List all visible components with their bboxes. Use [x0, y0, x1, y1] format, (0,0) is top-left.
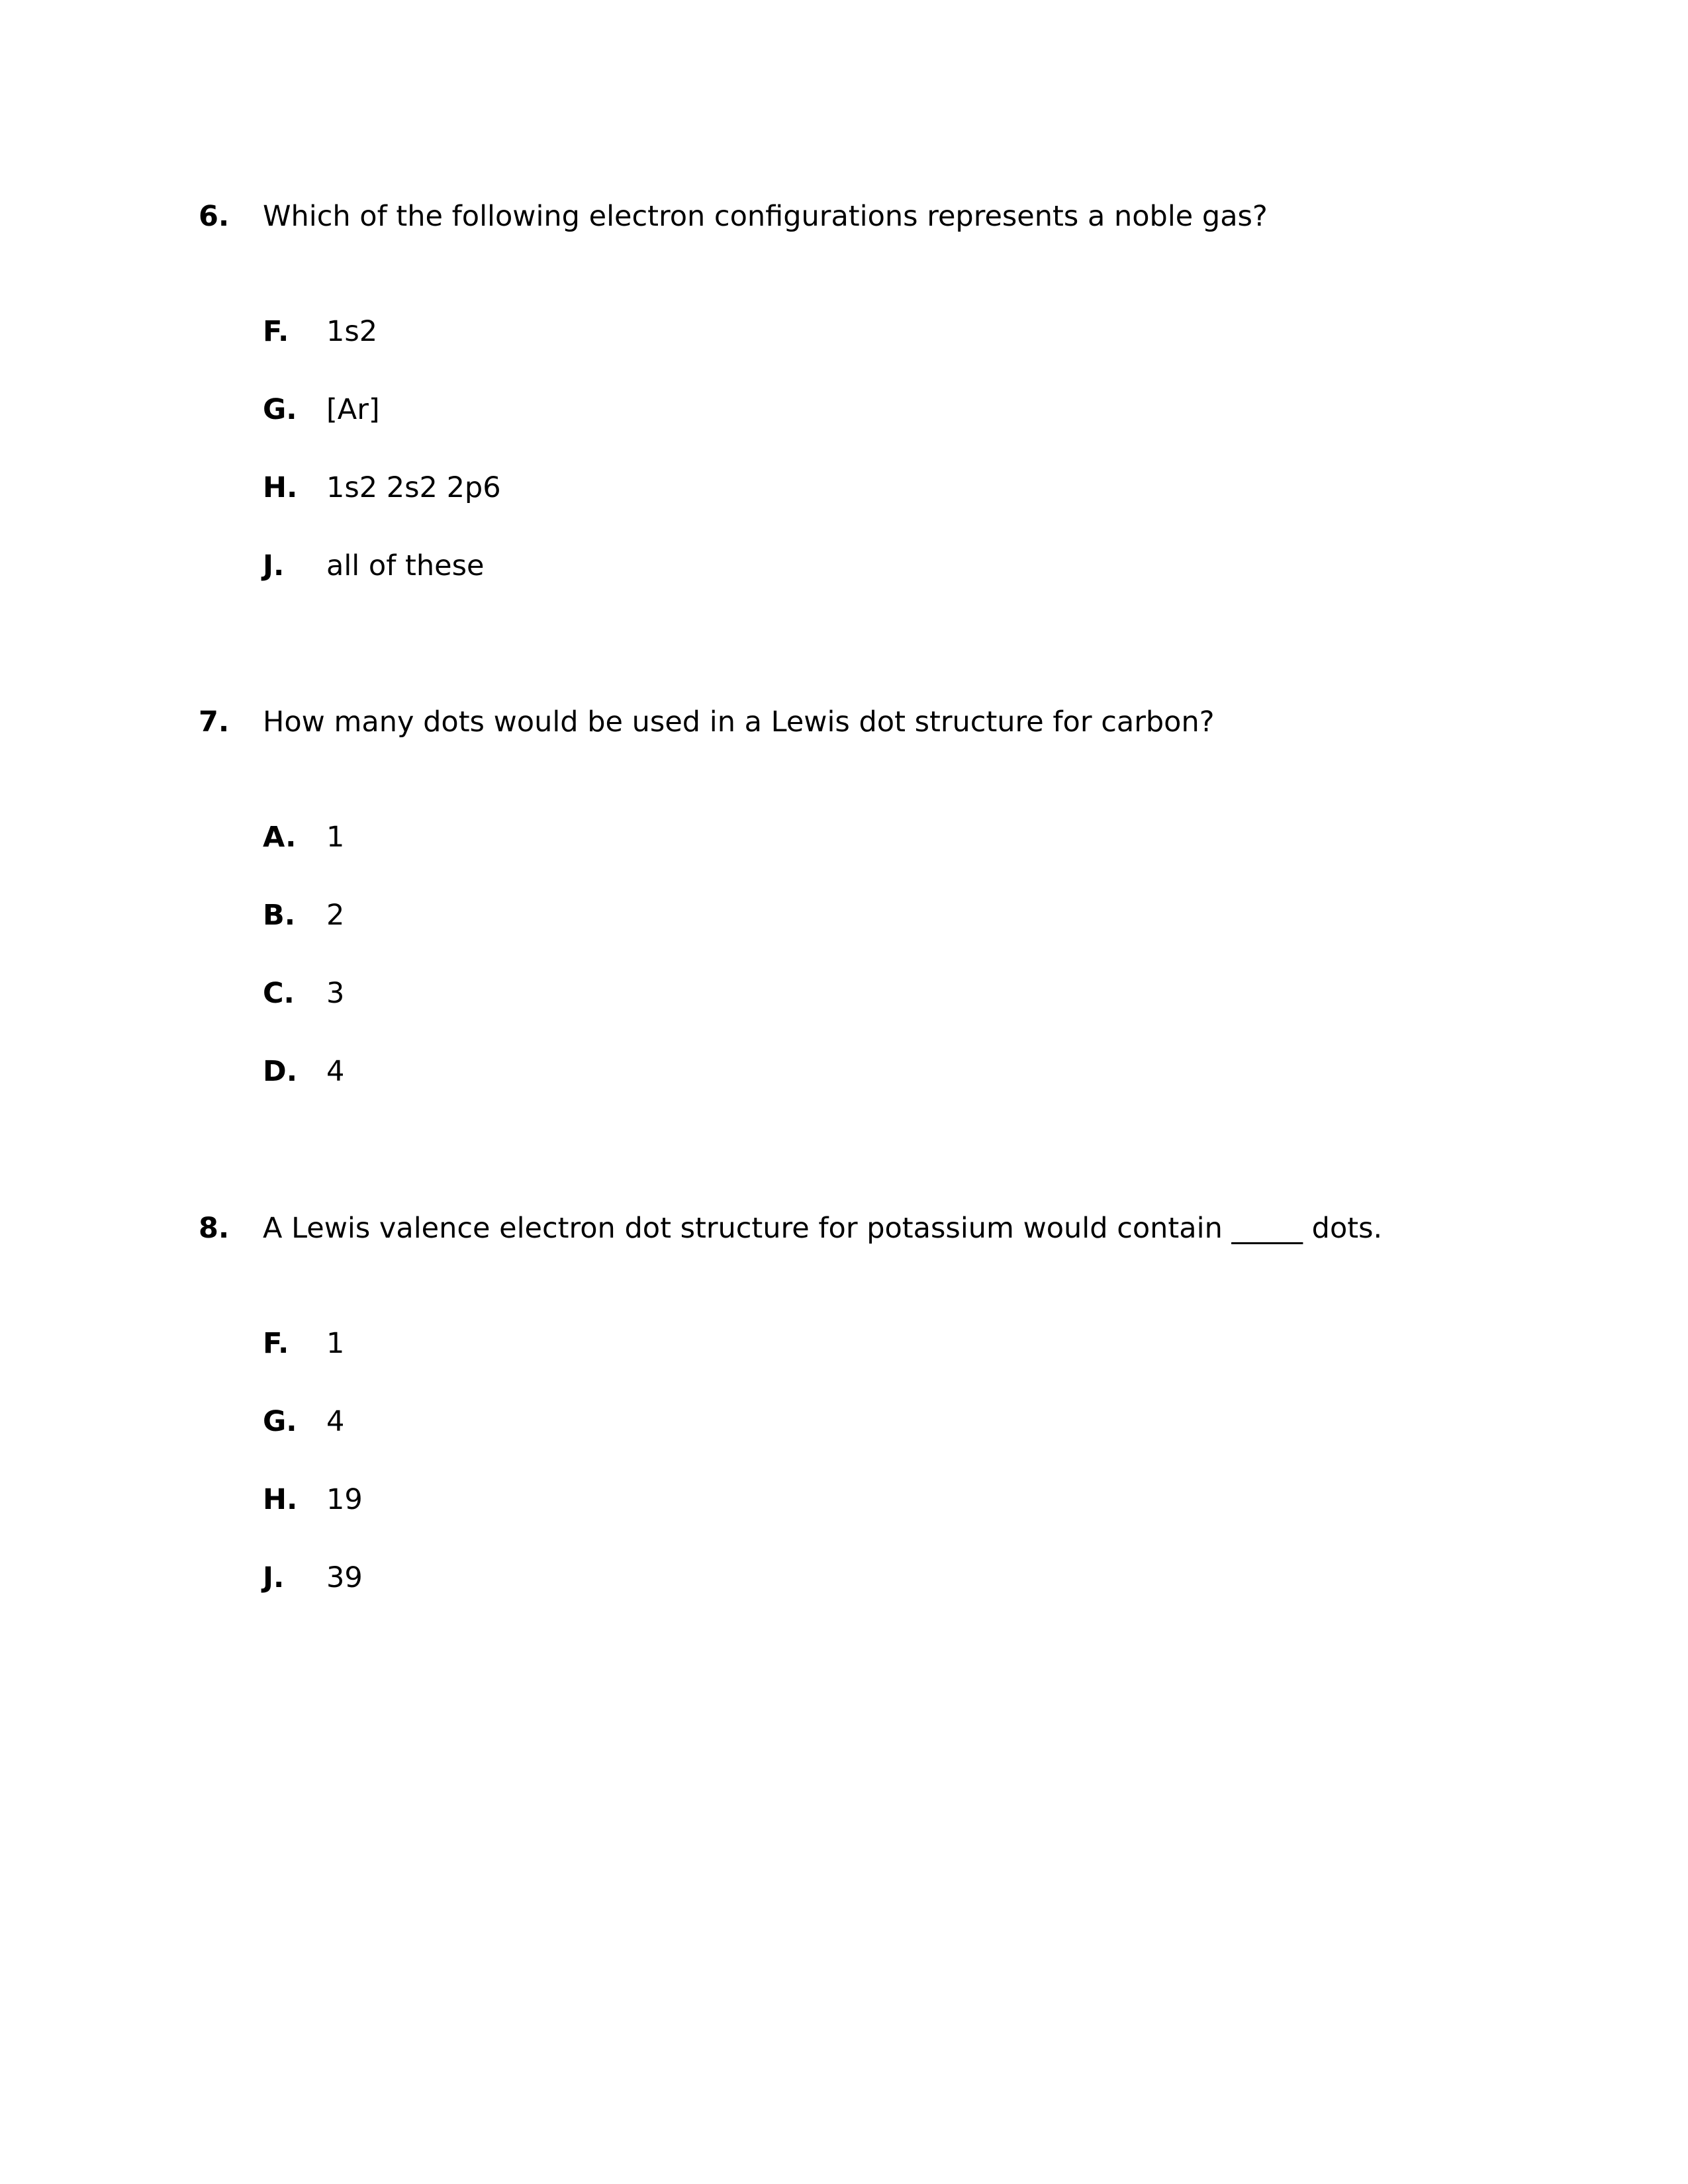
- question-text: A Lewis valence electron dot structure for potassium would contain _____ dots.: [263, 1212, 1383, 1245]
- answer-choice[interactable]: [263, 1398, 1523, 1445]
- choice-text: 39: [326, 1561, 363, 1594]
- answer-choice[interactable]: [263, 308, 1523, 355]
- choice-letter: B.: [263, 899, 296, 932]
- answer-choice[interactable]: [263, 1048, 1523, 1095]
- answer-choice[interactable]: [263, 543, 1523, 589]
- choice-letter: F.: [263, 1327, 289, 1360]
- question-8: [199, 1205, 1523, 1601]
- answer-choices: [263, 1320, 1523, 1601]
- choice-letter: H.: [263, 1483, 298, 1516]
- question-number: 7.: [199, 705, 230, 739]
- choice-text: [Ar]: [326, 393, 380, 426]
- question-text: How many dots would be used in a Lewis dot structure for carbon?: [263, 705, 1215, 739]
- answer-choice[interactable]: [263, 1477, 1523, 1523]
- choice-text: 4: [326, 1055, 345, 1088]
- choice-letter: A.: [263, 821, 297, 854]
- answer-choices: [263, 308, 1523, 589]
- question-number: 8.: [199, 1212, 230, 1245]
- answer-choice[interactable]: [263, 465, 1523, 511]
- answer-choices: [263, 814, 1523, 1095]
- answer-choice[interactable]: [263, 387, 1523, 433]
- choice-letter: G.: [263, 393, 297, 426]
- choice-text: 2: [326, 899, 345, 932]
- choice-text: all of these: [326, 549, 485, 582]
- choice-letter: J.: [263, 1561, 285, 1594]
- question-stem: [199, 699, 1523, 745]
- choice-text: 19: [326, 1483, 363, 1516]
- answer-choice[interactable]: [263, 892, 1523, 938]
- choice-text: 1: [326, 821, 345, 854]
- choice-letter: D.: [263, 1055, 298, 1088]
- question-stem: [199, 1205, 1523, 1251]
- answer-choice[interactable]: [263, 1555, 1523, 1601]
- choice-letter: H.: [263, 471, 298, 504]
- choice-text: 3: [326, 977, 345, 1010]
- answer-choice[interactable]: [263, 970, 1523, 1017]
- choice-text: 1s2 2s2 2p6: [326, 471, 501, 504]
- choice-letter: C.: [263, 977, 295, 1010]
- question-6: [199, 193, 1523, 589]
- choice-letter: J.: [263, 549, 285, 582]
- choice-letter: G.: [263, 1405, 297, 1438]
- answer-choice[interactable]: [263, 814, 1523, 860]
- question-text: Which of the following electron configurations represents a noble gas?: [263, 200, 1268, 233]
- answer-choice[interactable]: [263, 1320, 1523, 1367]
- question-stem: [199, 193, 1523, 240]
- question-7: [199, 699, 1523, 1095]
- choice-text: 1: [326, 1327, 345, 1360]
- choice-text: 1s2: [326, 315, 378, 348]
- choice-letter: F.: [263, 315, 289, 348]
- question-number: 6.: [199, 200, 230, 233]
- choice-text: 4: [326, 1405, 345, 1438]
